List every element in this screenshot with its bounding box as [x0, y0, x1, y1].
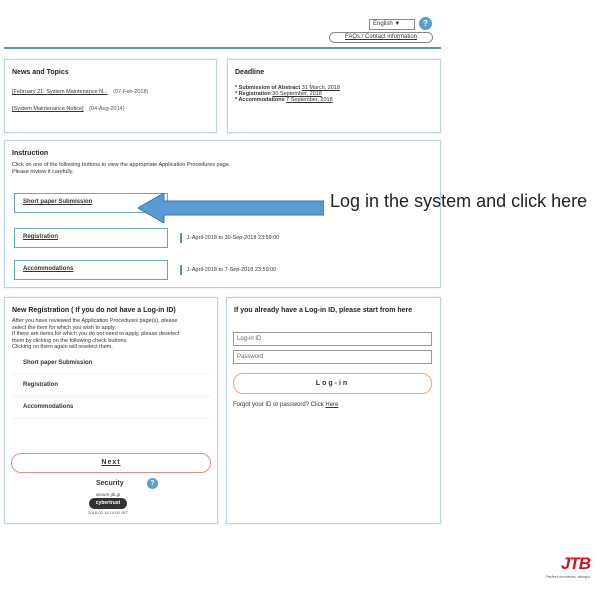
description-line: If there are items for which you do not need to apply, please deselect [12, 331, 180, 337]
password-input[interactable]: Password [233, 350, 432, 364]
jtb-brand: JTB [560, 554, 590, 573]
description-line: After you have reviewed the Application Procedures page(s), please [12, 318, 178, 324]
description-line: select the item for which you wish to apply. [12, 324, 116, 331]
deadline-label: * Registration [235, 91, 271, 97]
language-select[interactable]: English ▼ [369, 19, 415, 30]
new-registration-panel [4, 297, 218, 524]
next-button[interactable]: Next [11, 453, 211, 473]
security-seal[interactable] [85, 492, 131, 522]
news-link[interactable]: [System Maintenance Notice] [12, 106, 84, 112]
check-item-accommodations[interactable]: Accommodations [12, 397, 210, 419]
security-help-icon[interactable]: ? [147, 478, 158, 489]
login-panel [226, 297, 441, 524]
button-label: Registration [23, 234, 59, 240]
description-line: Clicking on them again will reselect them. [12, 344, 113, 350]
cybertrust-logo-icon [89, 498, 127, 509]
button-label: Accommodations [23, 266, 74, 272]
login-button[interactable]: Log-in [233, 373, 432, 394]
accommodations-period: 1-April-2018 to 7-Sep-2018 23:59:00 [180, 265, 276, 275]
news-date: (07-Feb-2018) [113, 89, 149, 95]
forgot-credentials [233, 402, 338, 408]
registration-period: 1-April-2018 to 30-Sep-2018 23:59:00 [180, 233, 279, 243]
security-label: Security [96, 480, 124, 487]
help-icon[interactable]: ? [419, 17, 432, 30]
deadline-row [235, 97, 433, 103]
news-panel [4, 59, 217, 133]
check-item-short-paper[interactable]: Short paper Submission [12, 353, 210, 375]
annotation-callout: Log in the system and click here [330, 191, 588, 211]
deadline-date-link[interactable]: 31 March, 2018 [301, 85, 340, 91]
news-date: (04-Aug-2014) [89, 106, 125, 112]
seal-host: secure.jtb.jp [95, 492, 121, 497]
jtb-logo [542, 554, 590, 584]
new-registration-title: New Registration ( If you do not have a Log-in ID) [12, 307, 176, 314]
header-divider [4, 47, 441, 49]
news-link[interactable]: [February 21: System Maintenance N... [12, 89, 108, 95]
jtb-tagline: Perfect moments, always [545, 574, 590, 579]
forgot-text: Forgot your ID or password? Click [233, 402, 326, 408]
news-item [12, 106, 209, 112]
annotation-arrow-icon [138, 193, 324, 223]
seal-date: 2018-02-14 14:00 JST [88, 510, 128, 515]
deadline-panel [227, 59, 441, 133]
accommodations-button[interactable] [14, 260, 168, 280]
news-title: News and Topics [12, 69, 69, 76]
deadline-date-link[interactable]: 7 September, 2018 [286, 97, 333, 103]
instruction-line: Click on one of the following buttons to view the appropriate Application Procedures page. [12, 162, 231, 168]
forgot-here-link[interactable]: Here [325, 402, 339, 408]
login-title: If you already have a Log-in ID, please start from here [234, 307, 413, 314]
check-item-registration[interactable]: Registration [12, 375, 210, 397]
deadline-label: * Submission of Abstract [235, 85, 301, 91]
seal-brand: cybertrust [95, 500, 121, 506]
registration-button[interactable] [14, 228, 168, 248]
deadline-label: * Accommodations [235, 97, 285, 103]
login-id-input[interactable]: Log-in ID [233, 332, 432, 346]
instruction-title: Instruction [12, 150, 49, 157]
instruction-text [12, 162, 433, 175]
description-line: them by clicking on the following check buttons. [12, 337, 128, 344]
deadline-date-link[interactable]: 30 September, 2018 [272, 91, 322, 97]
news-item [12, 89, 209, 95]
button-label: Short paper Submission [23, 199, 93, 205]
faq-contact-button[interactable]: FAQs / Contact information [329, 32, 433, 43]
registration-description [12, 318, 210, 351]
instruction-line: Please review it carefully. [12, 168, 74, 175]
deadline-title: Deadline [235, 69, 265, 76]
